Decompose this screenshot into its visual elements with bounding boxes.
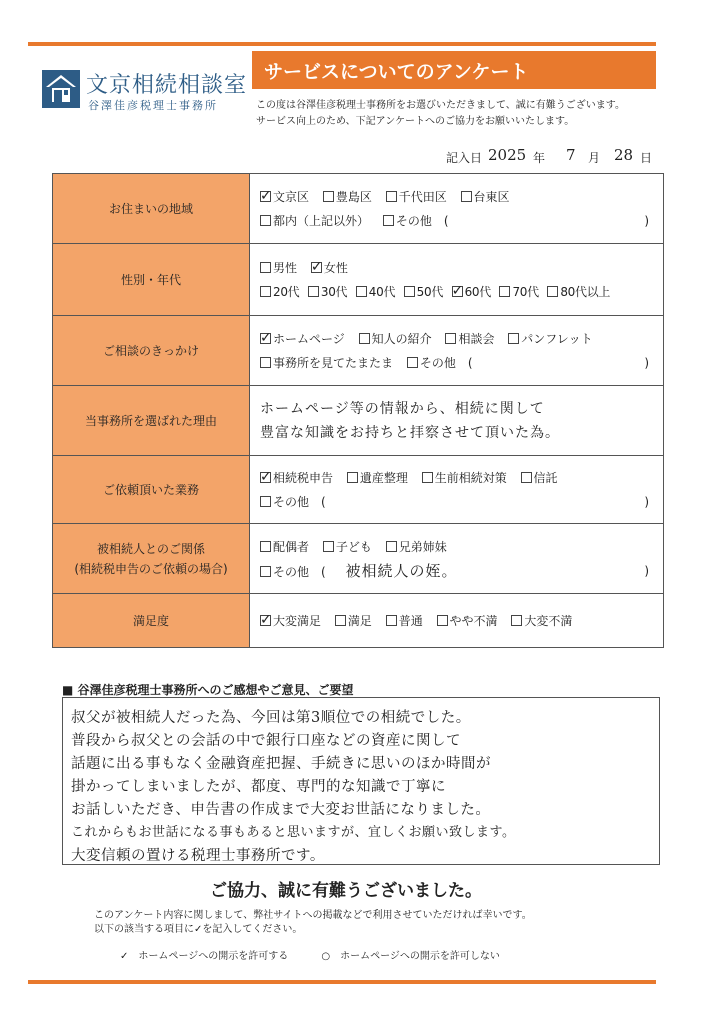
option-age-6[interactable]: 80代以上 bbox=[547, 285, 610, 299]
reason-line-2: 豊富な知識をお持ちと拝察させて頂いた為。 bbox=[260, 424, 560, 441]
brand-logo bbox=[42, 70, 246, 112]
brand-subtitle: 谷澤佳彦税理士事務所 bbox=[88, 99, 218, 112]
checkbox-icon[interactable] bbox=[356, 286, 367, 297]
checkbox-icon[interactable] bbox=[437, 615, 448, 626]
checkbox-icon[interactable] bbox=[260, 615, 271, 626]
house-logo-icon bbox=[42, 70, 80, 108]
intro-line-2: サービス向上のため、下記アンケートへのご協力をお願いいたします。 bbox=[256, 116, 575, 127]
page-title: サービスについてのアンケート bbox=[264, 61, 529, 83]
paren-close: ) bbox=[644, 355, 649, 370]
checkbox-icon[interactable] bbox=[260, 496, 271, 507]
option-trigger-1[interactable]: 知人の紹介 bbox=[359, 332, 432, 346]
value-satisfaction bbox=[250, 594, 664, 648]
option-area-5[interactable]: その他 ( bbox=[383, 214, 449, 228]
checkbox-icon[interactable] bbox=[359, 333, 370, 344]
checkbox-icon[interactable] bbox=[323, 191, 334, 202]
paren-close: ) bbox=[644, 494, 649, 509]
option-service-2[interactable]: 生前相続対策 bbox=[422, 471, 507, 485]
checkbox-icon[interactable] bbox=[260, 191, 271, 202]
option-age-3[interactable]: 50代 bbox=[404, 285, 443, 299]
option-area-0[interactable]: ✓文京区 bbox=[260, 190, 309, 204]
consent-options bbox=[120, 947, 500, 962]
label-relation-line-2: (相続税申告のご依頼の場合) bbox=[74, 561, 228, 576]
option-trigger-4[interactable]: 事務所を見てたまたま bbox=[260, 356, 393, 370]
checkbox-icon[interactable] bbox=[383, 215, 394, 226]
checkbox-icon[interactable] bbox=[499, 286, 510, 297]
label-reason: 当事務所を選ばれた理由 bbox=[53, 386, 250, 456]
checkbox-icon[interactable] bbox=[260, 262, 271, 273]
option-satisfaction-2[interactable]: 普通 bbox=[386, 614, 423, 628]
survey-form bbox=[52, 173, 664, 648]
comment-line-4: 掛かってしまいましたが、都度、専門的な知識で丁寧に bbox=[71, 779, 446, 795]
footer-line-2: 以下の該当する項目に✓を記入してください。 bbox=[94, 924, 303, 935]
row-relation bbox=[53, 524, 664, 594]
option-satisfaction-3[interactable]: やや不満 bbox=[437, 614, 498, 628]
option-service-3[interactable]: 信託 bbox=[521, 471, 558, 485]
checkbox-icon[interactable] bbox=[386, 615, 397, 626]
label-gender-age: 性別・年代 bbox=[53, 244, 250, 316]
checkbox-icon[interactable] bbox=[260, 566, 271, 577]
date-year: 2025 bbox=[488, 146, 527, 164]
checkbox-icon[interactable] bbox=[452, 286, 463, 297]
checkbox-icon[interactable] bbox=[445, 333, 456, 344]
circle-icon: ○ bbox=[321, 951, 331, 962]
option-gender-0[interactable]: 男性 bbox=[260, 261, 297, 275]
checkbox-icon[interactable] bbox=[260, 472, 271, 483]
label-service: ご依頼頂いた業務 bbox=[53, 456, 250, 524]
checkbox-icon[interactable] bbox=[323, 541, 334, 552]
comment-line-1: 叔父が被相続人だった為、今回は第3順位での相続でした。 bbox=[71, 710, 471, 726]
value-relation bbox=[250, 524, 664, 594]
comment-line-5: お話しいただき、申告書の作成まで大変お世話になりました。 bbox=[71, 802, 491, 818]
date-day: 28 bbox=[614, 146, 634, 164]
date-year-unit: 年 bbox=[533, 151, 546, 165]
checkbox-icon[interactable] bbox=[386, 541, 397, 552]
consent-no-option[interactable]: ○ ホームページへの開示を許可しない bbox=[321, 951, 500, 962]
row-satisfaction bbox=[53, 594, 664, 648]
option-age-0[interactable]: 20代 bbox=[260, 285, 299, 299]
option-satisfaction-1[interactable]: 満足 bbox=[335, 614, 372, 628]
bottom-divider bbox=[28, 980, 656, 984]
option-relation-3[interactable]: その他 ( bbox=[260, 565, 326, 579]
label-relation bbox=[53, 524, 250, 594]
date-day-unit: 日 bbox=[640, 151, 653, 165]
comments-box[interactable] bbox=[62, 697, 660, 865]
option-area-3[interactable]: 台東区 bbox=[461, 190, 510, 204]
option-service-4[interactable]: その他 ( bbox=[260, 495, 326, 509]
option-age-1[interactable]: 30代 bbox=[308, 285, 347, 299]
label-area: お住まいの地域 bbox=[53, 174, 250, 244]
checkbox-icon[interactable] bbox=[260, 286, 271, 297]
option-age-5[interactable]: 70代 bbox=[499, 285, 538, 299]
row-reason bbox=[53, 386, 664, 456]
checkbox-icon[interactable] bbox=[311, 262, 322, 273]
row-area bbox=[53, 174, 664, 244]
option-trigger-5[interactable]: その他 ( bbox=[407, 356, 473, 370]
reason-line-1: ホームページ等の情報から、相続に関して bbox=[260, 400, 545, 417]
checkbox-icon[interactable] bbox=[308, 286, 319, 297]
date-month: 7 bbox=[566, 146, 576, 164]
value-reason[interactable] bbox=[250, 386, 664, 456]
option-relation-2[interactable]: 兄弟姉妹 bbox=[386, 540, 447, 554]
option-relation-1[interactable]: 子ども bbox=[323, 540, 372, 554]
checkbox-icon[interactable] bbox=[508, 333, 519, 344]
checkbox-icon[interactable] bbox=[521, 472, 532, 483]
label-relation-line-1: 被相続人とのご関係 bbox=[96, 541, 205, 556]
footer-note bbox=[94, 909, 532, 937]
label-trigger: ご相談のきっかけ bbox=[53, 316, 250, 386]
comment-line-7: 大変信頼の置ける税理士事務所です。 bbox=[71, 848, 325, 864]
intro-line-1: この度は谷澤佳彦税理士事務所をお選びいただきまして、誠に有難うございます。 bbox=[256, 100, 625, 111]
survey-header bbox=[252, 51, 656, 89]
checkbox-icon[interactable] bbox=[260, 215, 271, 226]
option-age-4[interactable]: ✓ 60代 bbox=[452, 285, 491, 299]
brand-name: 文京相続相談室 bbox=[86, 73, 248, 98]
comment-line-6: これからもお世話になる事もあると思いますが、宜しくお願い致します。 bbox=[71, 825, 516, 840]
comment-line-3: 話題に出る事もなく金融資産把握、手続きに思いのほか時間が bbox=[71, 756, 491, 772]
checkbox-icon[interactable] bbox=[404, 286, 415, 297]
thanks-message: ご協力、誠に有難うございました。 bbox=[210, 881, 482, 901]
row-trigger bbox=[53, 316, 664, 386]
value-area bbox=[250, 174, 664, 244]
option-relation-0[interactable]: 配偶者 bbox=[260, 540, 309, 554]
value-trigger bbox=[250, 316, 664, 386]
checkbox-icon[interactable] bbox=[511, 615, 522, 626]
option-service-1[interactable]: 遺産整理 bbox=[347, 471, 408, 485]
option-service-0[interactable]: ✓相続税申告 bbox=[260, 471, 333, 485]
checkbox-icon[interactable] bbox=[335, 615, 346, 626]
option-trigger-3[interactable]: パンフレット bbox=[508, 332, 592, 346]
checkbox-icon[interactable] bbox=[260, 357, 271, 368]
option-gender-1[interactable]: ✓ 女性 bbox=[311, 261, 348, 275]
checkbox-icon[interactable] bbox=[407, 357, 418, 368]
option-area-4[interactable]: 都内（上記以外） bbox=[260, 214, 369, 228]
value-gender-age bbox=[250, 244, 664, 316]
date-label: 記入日 bbox=[446, 151, 483, 165]
paren-close: ) bbox=[644, 563, 649, 578]
checkbox-icon[interactable] bbox=[386, 191, 397, 202]
option-age-2[interactable]: 40代 bbox=[356, 285, 395, 299]
date-month-unit: 月 bbox=[588, 151, 601, 165]
value-service bbox=[250, 456, 664, 524]
checkbox-icon[interactable] bbox=[461, 191, 472, 202]
option-trigger-0[interactable]: ✓ホームページ bbox=[260, 332, 345, 346]
row-gender-age bbox=[53, 244, 664, 316]
comments-title: ■ 谷澤佳彦税理士事務所へのご感想やご意見、ご要望 bbox=[62, 683, 354, 697]
top-divider bbox=[28, 42, 656, 46]
option-trigger-2[interactable]: 相談会 bbox=[445, 332, 494, 346]
checkbox-icon[interactable] bbox=[422, 472, 433, 483]
checkbox-icon[interactable] bbox=[260, 333, 271, 344]
intro-text bbox=[256, 98, 625, 130]
option-area-1[interactable]: 豊島区 bbox=[323, 190, 372, 204]
label-satisfaction: 満足度 bbox=[53, 594, 250, 648]
option-satisfaction-4[interactable]: 大変不満 bbox=[511, 614, 572, 628]
check-icon: ✓ bbox=[120, 951, 129, 962]
row-service bbox=[53, 456, 664, 524]
option-area-2[interactable]: 千代田区 bbox=[386, 190, 447, 204]
comment-line-2: 普段から叔父との会話の中で銀行口座などの資産に関して bbox=[71, 733, 461, 749]
entry-date bbox=[446, 146, 653, 166]
checkbox-icon[interactable] bbox=[347, 472, 358, 483]
option-satisfaction-0[interactable]: ✓ 大変満足 bbox=[260, 614, 321, 628]
checkbox-icon[interactable] bbox=[547, 286, 558, 297]
footer-line-1: このアンケート内容に関しまして、弊社サイトへの掲載などで利用させていただければ幸いです。 bbox=[94, 910, 532, 921]
consent-yes-option[interactable]: ✓ ホームページへの開示を許可する bbox=[120, 951, 289, 962]
checkbox-icon[interactable] bbox=[260, 541, 271, 552]
paren-close: ) bbox=[644, 213, 649, 228]
relation-other-text[interactable]: 被相続人の姪。 bbox=[345, 561, 458, 580]
